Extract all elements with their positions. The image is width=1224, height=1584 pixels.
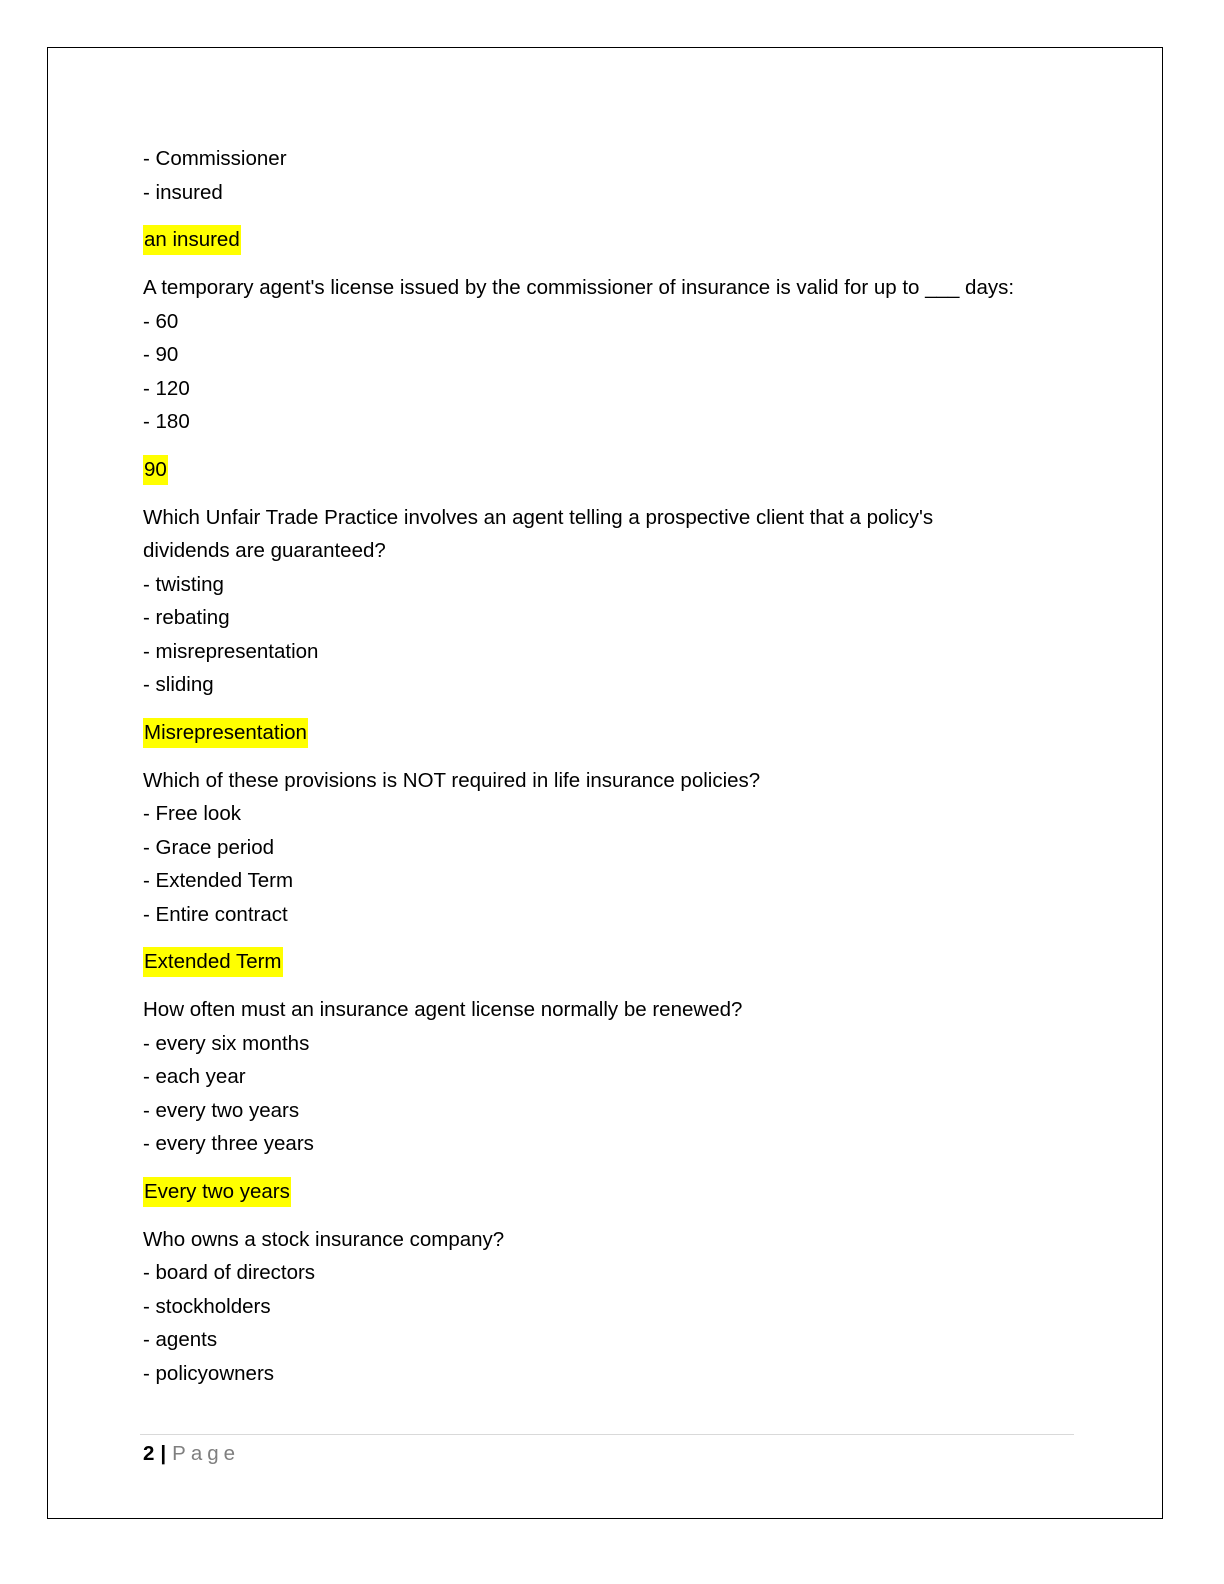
option-line: - rebating (143, 606, 230, 629)
option-line: - Extended Term (143, 869, 294, 892)
option-line: - policyowners (143, 1361, 275, 1385)
question-block (143, 271, 1083, 501)
question-block (143, 764, 1083, 994)
question-text: Who owns a stock insurance company? (143, 1227, 505, 1251)
option-line: - every six months (143, 1031, 310, 1055)
option-line: - 180 (143, 410, 190, 433)
option-line: - twisting (143, 572, 224, 596)
option-line: - Commissioner (143, 147, 287, 170)
document-body (143, 142, 1083, 1390)
option-line: - board of directors (143, 1261, 316, 1284)
question-block (143, 993, 1083, 1223)
option-line: - stockholders (143, 1294, 271, 1318)
footer-separator: | (160, 1442, 167, 1465)
option-line: - sliding (143, 673, 214, 696)
page-label: Page (172, 1442, 241, 1465)
question-block (143, 501, 1083, 764)
answer-block (143, 931, 1083, 993)
highlighted-answer: Every two years (143, 1177, 291, 1207)
option-line: - Grace period (143, 835, 275, 859)
answer-block (143, 439, 1083, 501)
option-line: - 120 (143, 376, 190, 400)
highlighted-answer: 90 (143, 455, 168, 485)
option-line: - 90 (143, 343, 179, 366)
page-footer (143, 1440, 240, 1468)
option-line: - Entire contract (143, 902, 288, 926)
option-line: - insured (143, 180, 223, 204)
highlighted-answer: Misrepresentation (143, 718, 308, 748)
answer-block (143, 702, 1083, 764)
question-text: Which Unfair Trade Practice involves an agent telling a prospective client that a policy's dividends are guaranteed? (143, 505, 934, 562)
option-line: - agents (143, 1328, 218, 1351)
option-line: - Free look (143, 802, 241, 825)
option-line: - misrepresentation (143, 639, 319, 663)
option-line: - 60 (143, 309, 179, 333)
option-line: - every two years (143, 1098, 300, 1122)
answer-block (143, 1161, 1083, 1223)
question-text: Which of these provisions is NOT required in life insurance policies? (143, 768, 761, 792)
question-block (143, 1223, 1083, 1391)
footer-divider (140, 1434, 1074, 1435)
answer-block (143, 209, 1083, 271)
highlighted-answer: an insured (143, 225, 241, 255)
option-line: - every three years (143, 1132, 314, 1155)
page-number: 2 (143, 1442, 155, 1465)
option-line: - each year (143, 1065, 246, 1088)
question-text: How often must an insurance agent license normally be renewed? (143, 998, 743, 1021)
question-text: A temporary agent's license issued by the commissioner of insurance is valid for up to ___ days: (143, 276, 1015, 299)
highlighted-answer: Extended Term (143, 947, 283, 977)
